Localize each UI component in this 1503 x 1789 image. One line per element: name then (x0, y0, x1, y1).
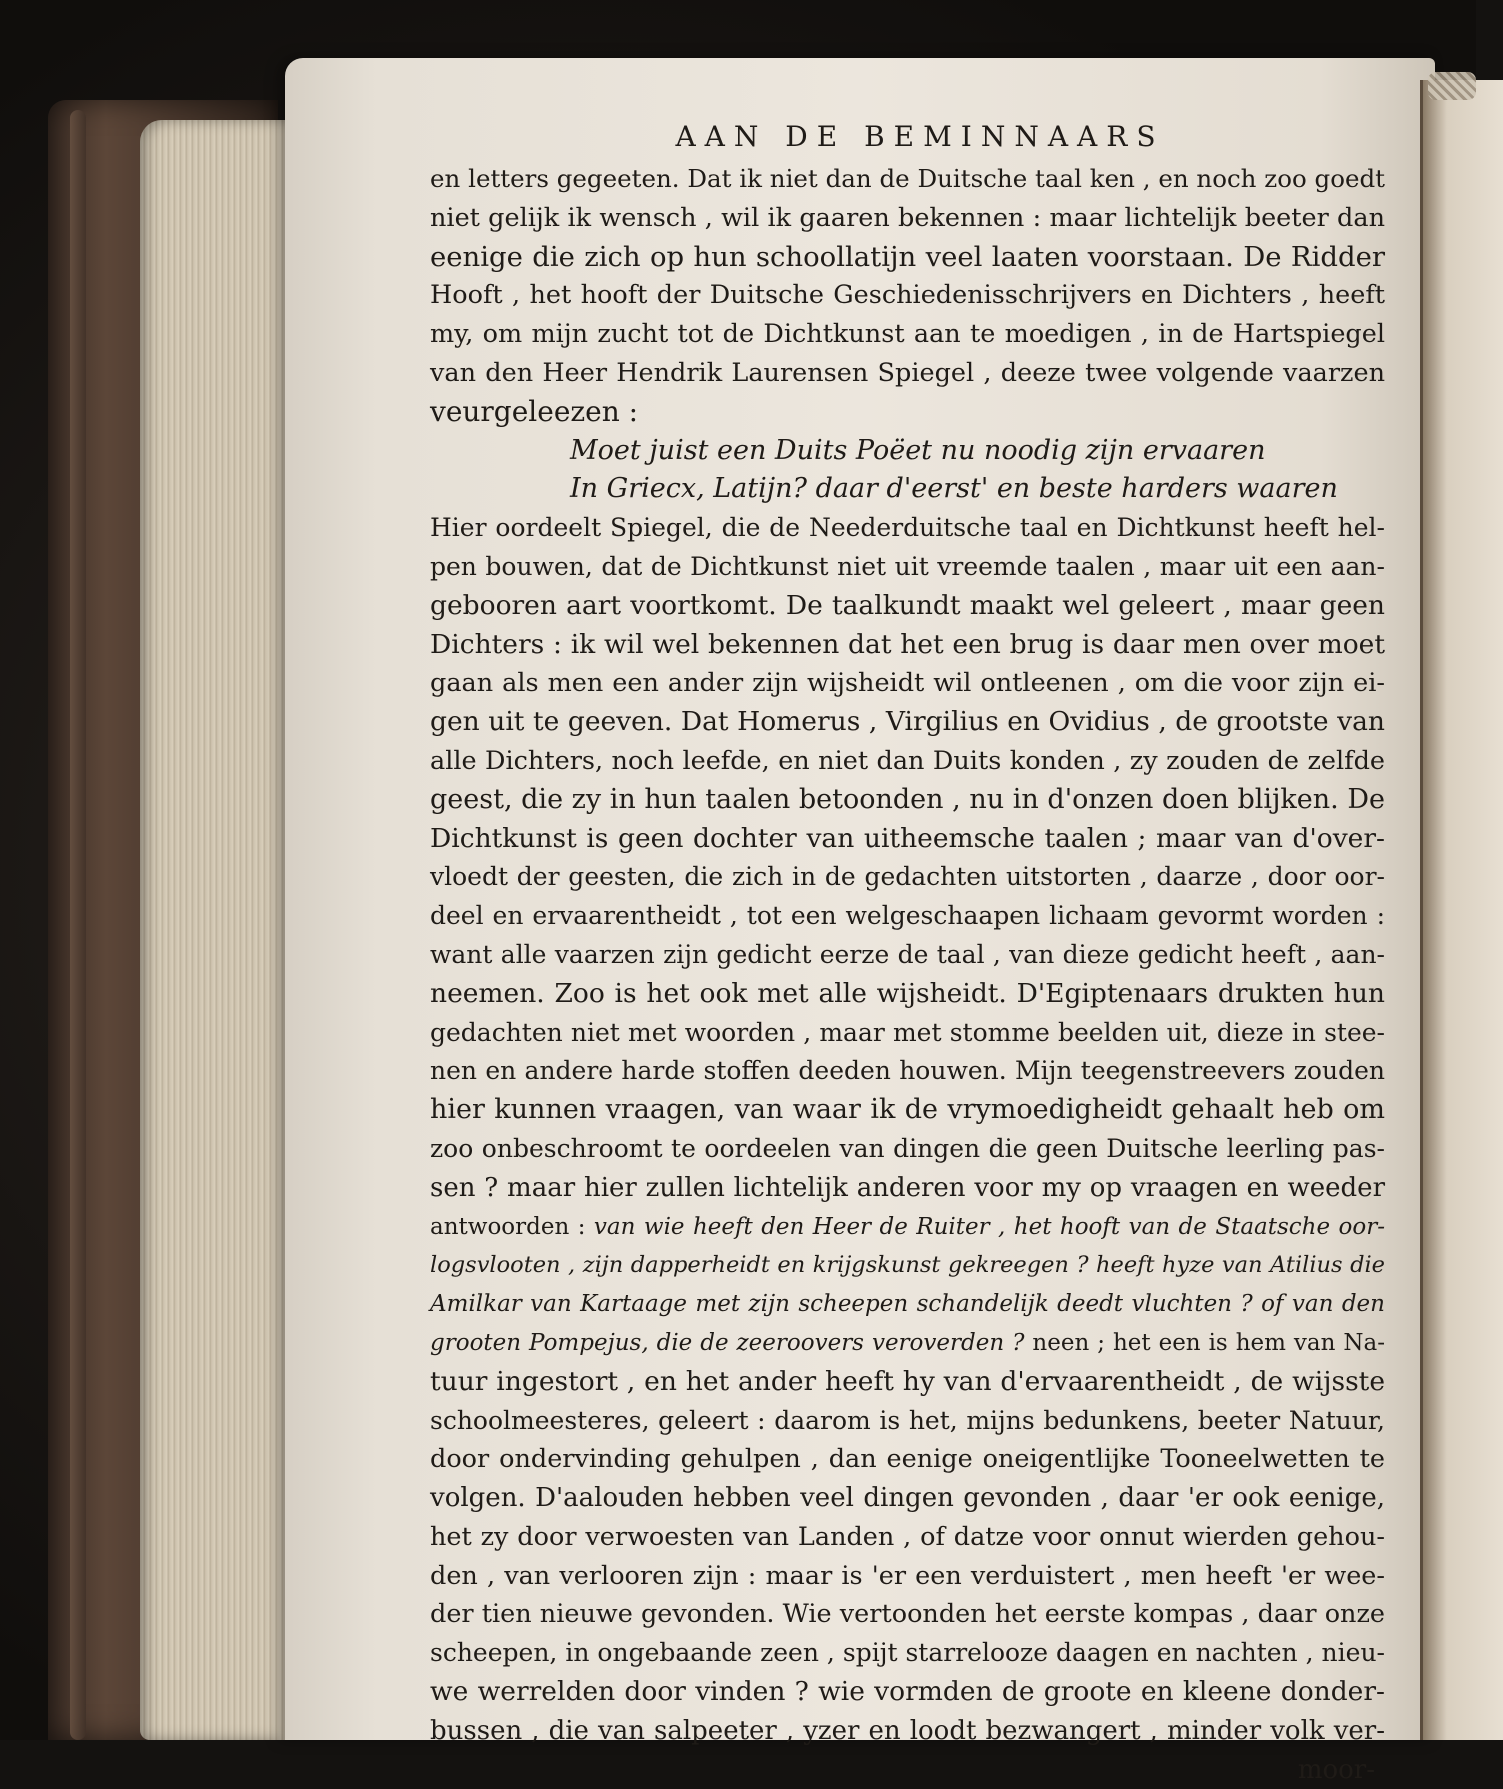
text-line: Hier oordeelt Spiegel, die de Neederduitsche taal en Dichtkunst heeft hel- (430, 513, 1385, 543)
running-head: AAN DE BEMINNAARS (675, 120, 1165, 153)
text-line: den , van verlooren zijn : maar is 'er een verduistert , men heeft 'er wee- (430, 1560, 1385, 1591)
text-line: want alle vaarzen zijn gedicht eerze de taal , van dieze gedicht heeft , aan- (430, 939, 1385, 969)
text-line: Dichters : ik wil wel bekennen dat het een brug is daar men over moet (430, 628, 1385, 660)
text-line: neemen. Zoo is het ook met alle wijsheidt. D'Egiptenaars drukten hun (430, 977, 1385, 1009)
text-line: zoo onbeschroomt te oordeelen van dingen die geen Duitsche leerling pas- (430, 1133, 1385, 1163)
text-line: pen bouwen, dat de Dichtkunst niet uit vreemde taalen , maar uit een aan- (430, 551, 1385, 581)
text-line: bussen , die van salpeeter , yzer en loodt bezwangert , minder volk ver- (430, 1715, 1385, 1746)
text-line: scheepen, in ongebaande zeen , spijt starrelooze daagen en nachten , nieu- (430, 1638, 1385, 1668)
text-line: gebooren aart voortkomt. De taalkundt maakt wel geleert , maar geen (430, 589, 1385, 621)
facing-page (1420, 80, 1503, 1740)
text-lines (430, 160, 1385, 1751)
text-italic: grooten Pompejus, die de zeeroovers veroverden ? (430, 1329, 1025, 1356)
text-line: schoolmeesteres, geleert : daarom is het, mijns bedunkens, beeter Natuur, (430, 1405, 1385, 1435)
text-line: we werrelden door vinden ? wie vormden de groote en kleene donder- (430, 1676, 1385, 1708)
text-line: alle Dichters, noch leefde, en niet dan Duits konden , zy zouden de zelfde (430, 745, 1385, 776)
text-line: Moet juist een Duits Poëet nu noodig zijn ervaaren (570, 434, 1266, 466)
catchword: moor- (1297, 1754, 1375, 1785)
text-line: door ondervinding gehulpen , dan eenige oneigentlijke Tooneelwetten te (430, 1444, 1385, 1475)
text-line: Dichtkunst is geen dochter van uitheemsche taalen ; maar van d'over- (430, 822, 1385, 854)
text-line: deel en ervaarentheidt , tot een welgeschaapen lichaam gevormt worden : (430, 901, 1385, 931)
text-line: volgen. D'aalouden hebben veel dingen gevonden , daar 'er ook eenige, (430, 1483, 1385, 1514)
text-line: hier kunnen vraagen, van waar ik de vrymoedigheidt gehaalt heb om (430, 1094, 1385, 1126)
text-line: vloedt der geesten, die zich in de gedachten uitstorten , daarze , door oor- (430, 862, 1385, 892)
text-line: van den Heer Hendrik Laurensen Spiegel , deeze twee volgende vaarzen (430, 357, 1385, 388)
text-line: logsvlooten , zijn dapperheidt en krijgskunst gekreegen ? heeft hyze van Atilius die (430, 1252, 1385, 1279)
text-line: tuur ingestort , en het ander heeft hy van d'ervaarentheidt , de wijsste (430, 1365, 1385, 1397)
text-line: niet gelijk ik wensch , wil ik gaaren bekennen : maar lichtelijk beeter dan (430, 202, 1385, 233)
text-roman: neen ; het een is hem van Na- (1024, 1329, 1385, 1356)
text-line: sen ? maar hier zullen lichtelijk anderen voor my op vraagen en weeder (430, 1172, 1385, 1203)
text-line: der tien nieuwe gevonden. Wie vertoonden het eerste kompas , daar onze (430, 1599, 1385, 1630)
text-line (430, 1208, 1385, 1247)
text-line: gen uit te geeven. Dat Homerus , Virgilius en Ovidius , de grootste van (430, 706, 1385, 738)
binding-thread (1428, 72, 1476, 100)
text-line: eenige die zich op hun schoollatijn veel laaten voorstaan. De Ridder (430, 240, 1385, 273)
text-line: gedachten niet met woorden , maar met stomme beelden uit, dieze in stee- (430, 1017, 1385, 1047)
text-line: geest, die zy in hun taalen betoonden , nu in d'onzen doen blijken. De (430, 783, 1385, 815)
text-italic: van wie heeft den Heer de Ruiter , het hooft van de Staatsche oor- (593, 1213, 1385, 1240)
text-line (430, 1324, 1385, 1363)
page-text (430, 116, 1385, 1789)
text-line: my, om mijn zucht tot de Dichtkunst aan te moedigen , in de Hartspiegel (430, 319, 1385, 350)
text-line: en letters gegeeten. Dat ik niet dan de Duitsche taal ken , en noch zoo goedt (430, 164, 1385, 193)
text-line: het zy door verwoesten van Landen , of datze voor onnut wierden gehou- (430, 1521, 1385, 1552)
text-line: gaan als men een ander zijn wijsheidt wil ontleenen , om die voor zijn ei- (430, 668, 1385, 699)
text-line: veurgeleezen : (430, 394, 639, 428)
text-line: nen en andere harde stoffen deeden houwen. Mijn teegenstreevers zouden (430, 1056, 1385, 1086)
text-line: Amilkar van Kartaage met zijn scheepen schandelijk deedt vluchten ? of van den (430, 1291, 1385, 1318)
text-line: Hooft , het hooft der Duitsche Geschiedenisschrijvers en Dichters , heeft (430, 280, 1385, 311)
text-roman: antwoorden : (430, 1213, 594, 1240)
cover-edge (70, 110, 86, 1740)
text-line: In Griecx, Latijn? daar d'eerst' en beste harders waaren (570, 473, 1338, 505)
